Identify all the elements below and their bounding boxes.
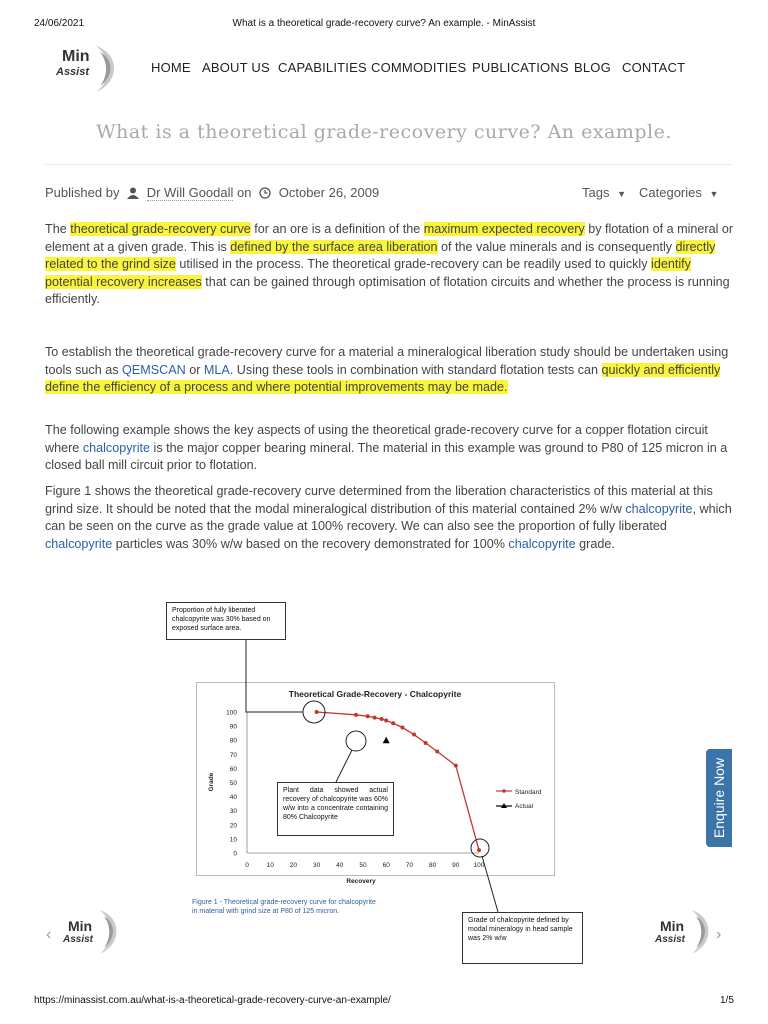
standard-point [384,718,388,722]
logo-text-assist: Assist [655,934,686,945]
post-date: October 26, 2009 [278,185,380,200]
nav-commodities[interactable]: COMMODITIES [371,60,467,75]
highlight: quickly and efficiently define the efficiency of a process and where potential improvements may be made. [45,362,721,395]
standard-point [315,710,319,714]
text: , which can be seen on the curve as the grade value at 100% recovery. We can also see the proportion of fully liberated [45,501,732,534]
y-tick-label: 20 [229,822,237,830]
nav-about-us[interactable]: ABOUT US [202,60,270,75]
nav-contact[interactable]: CONTACT [622,60,686,75]
text: utilised in the process. The theoretical grade-recovery can be readily used to quickly [175,257,652,272]
print-title: What is a theoretical grade-recovery curve? An example. - MinAssist [232,18,536,29]
text: for an ore is a definition of the [250,222,424,236]
actual-point [383,737,390,744]
text: To establish the theoretical grade-recovery curve for a material a mineralogical liberation study should be undertaken using tools such as [45,345,729,377]
highlight: directly related to the grind size [45,239,716,272]
legend-standard-label: Standard [515,789,542,796]
figure-caption-line2: in material with grind size at P80 of 125 micron. [192,908,340,915]
logo-text-assist: Assist [56,66,90,78]
nav-home[interactable]: HOME [151,60,191,75]
y-tick-label: 100 [226,709,237,717]
caret-down-icon: ▼ [709,189,719,199]
highlight: maximum expected recovery [423,222,585,236]
highlight: identify potential recovery increases [45,257,691,289]
y-tick-label: 90 [229,723,237,731]
leader-line-bottom [482,856,498,912]
chalcopyrite-link[interactable]: chalcopyrite [508,536,576,551]
y-tick-label: 80 [229,737,237,745]
text: The [45,222,71,236]
y-tick-label: 0 [233,850,237,858]
footer-page-number: 1/5 [720,995,734,1006]
text: that can be gained through optimisation of flotation circuits and whether the process is running efficiently. [45,274,730,307]
highlight: theoretical grade-recovery curve [70,222,251,236]
standard-point [424,741,428,745]
carousel-logo-left[interactable] [60,906,124,956]
legend-actual-label: Actual [515,803,534,810]
x-tick-label: 70 [405,862,414,869]
x-tick-label: 30 [312,862,321,869]
text: The following example shows the key aspects of using the theoretical grade-recovery curve for a copper flotation circuit where [45,423,708,455]
enquire-now-label: Enquire Now [711,757,727,839]
x-tick-label: 10 [266,862,274,869]
qemscan-link[interactable]: QEMSCAN [122,362,186,377]
standard-point [354,713,358,717]
callout-top: Proportion of fully liberated chalcopyrite was 30% based on exposed surface area. [166,602,286,640]
text: particles was 30% w/w based on the recovery demonstrated for 100% [112,536,509,551]
callout-circle-bottom [471,839,489,857]
text: of the value minerals and is consequently [437,239,676,254]
x-tick-label: 40 [336,862,344,869]
standard-point [380,717,384,721]
standard-point [477,848,481,852]
x-tick-label: 60 [382,862,390,869]
y-tick-label: 60 [229,765,237,773]
nav-capabilities[interactable]: CAPABILITIES [278,60,367,75]
text: grade. [575,536,615,551]
carousel-logo-right[interactable] [652,906,716,956]
y-tick-label: 70 [229,751,237,759]
caret-down-icon: ▼ [617,189,627,199]
y-axis-label: Grade [208,772,215,792]
text: or [185,362,204,377]
x-tick-label: 90 [452,862,460,869]
published-by-label: Published by [45,185,120,200]
logo-text-assist: Assist [63,934,94,945]
leader-line-top [246,640,303,712]
standard-point [400,726,404,730]
x-tick-label: 80 [428,862,437,869]
legend-standard-marker [502,789,506,793]
footer-url: https://minassist.com.au/what-is-a-theoretical-grade-recovery-curve-an-example/ [34,995,391,1006]
figure-caption [192,898,376,916]
x-axis-label: Recovery [346,878,376,885]
chalcopyrite-link[interactable]: chalcopyrite [45,536,113,551]
y-tick-label: 50 [229,780,237,787]
callout-bottom: Grade of chalcopyrite defined by modal mineralogy in head sample was 2% w/w [462,912,583,964]
enquire-now-button[interactable] [706,749,732,847]
x-tick-label: 20 [289,862,298,869]
leader-line-mid [336,750,352,782]
chalcopyrite-link[interactable]: chalcopyrite [82,440,151,455]
nav-publications[interactable]: PUBLICATIONS [472,60,569,75]
mla-link[interactable]: MLA [203,362,230,377]
x-tick-label: 100 [473,862,485,869]
logo-text-min: Min [660,918,685,934]
author-link[interactable]: Dr Will Goodall [146,185,234,200]
text: Figure 1 shows the theoretical grade-recovery curve determined from the liberation characteristics of this material at this grind size. It should be noted that the modal mineralogical distribution of this material contained 2% w/w [45,484,713,516]
logo-text-min: Min [68,918,93,934]
tags-label: Tags [582,185,610,200]
standard-point [412,733,416,737]
x-tick-label: 0 [245,862,249,869]
carousel-prev-button[interactable]: ‹ [46,926,52,943]
standard-point [391,721,395,725]
logo-text-min: Min [62,48,90,65]
standard-point [435,749,439,753]
x-tick-label: 50 [359,862,367,869]
standard-point [366,714,370,718]
carousel-next-button[interactable]: › [716,926,722,943]
nav-blog[interactable]: BLOG [574,60,611,75]
chart-title: Theoretical Grade-Recovery - Chalcopyrite [288,689,462,699]
y-tick-label: 30 [229,808,237,816]
chalcopyrite-link[interactable]: chalcopyrite [625,501,693,516]
standard-point [454,764,458,768]
y-tick-label: 10 [229,836,237,844]
on-label: on [237,185,252,200]
categories-label: Categories [639,185,702,200]
callout-mid: Plant data showed actual recovery of chalcopyrite was 60% w/w into a concentrate containing 80% Chalcopyrite [277,782,394,836]
print-date: 24/06/2021 [34,18,85,29]
standard-point [373,716,377,720]
figure-caption-line1: Figure 1 - Theoretical grade-recovery curve for chalcopyrite [192,899,376,906]
y-tick-label: 40 [229,794,237,802]
text: . Using these tools in combination with standard flotation tests can [229,362,602,377]
callout-circle-actual [346,731,366,751]
text: by flotation of a mineral or element at a given grade. This is [45,222,734,254]
highlight: defined by the surface area liberation [230,239,438,254]
text: is the major copper bearing mineral. The material in this example was ground to P80 of 125 micron in a closed ball mill circuit prior to flotation. [45,440,728,473]
page-title: What is a theoretical grade-recovery curve? An example. [96,121,672,143]
